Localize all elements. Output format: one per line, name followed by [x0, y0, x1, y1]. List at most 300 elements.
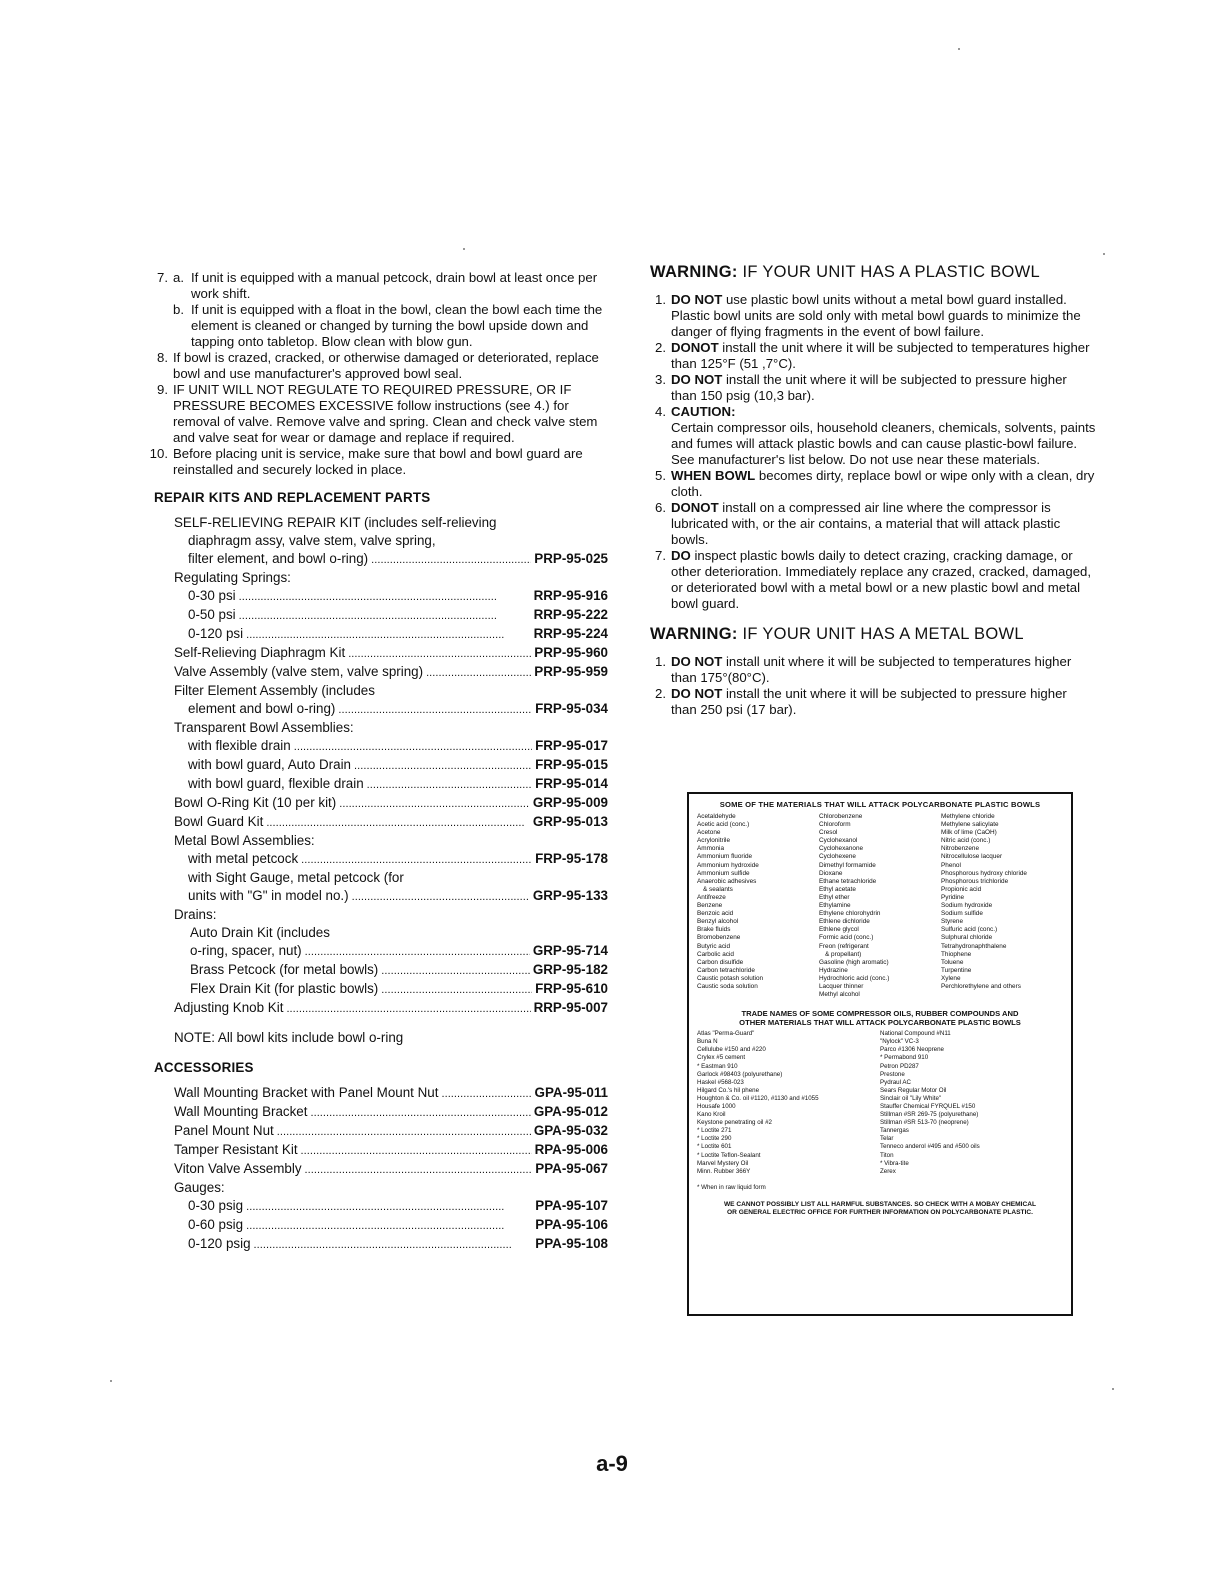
part-description: 0-30 psi — [188, 588, 236, 603]
part-row — [174, 794, 608, 813]
plastic-bowl-warning-list — [646, 292, 1096, 612]
part-description: units with "G" in model no.) — [188, 888, 349, 903]
sub-label: a. — [173, 270, 184, 285]
chemical-name: Antifreeze — [697, 893, 726, 901]
chemical-name: Caustic soda solution — [697, 982, 758, 990]
chemical-name: Cyclohexanone — [819, 845, 864, 853]
trade-name: Haskel #568-023 — [697, 1078, 744, 1086]
chemical-name: Styrene — [941, 918, 964, 926]
part-description: Wall Mounting Bracket — [174, 1104, 308, 1119]
chemical-name: Cyclohexanol — [819, 837, 858, 845]
dot-leader — [286, 999, 530, 1018]
chemical-name: Ethane tetrachloride — [819, 877, 877, 885]
part-number: PRP-95-025 — [534, 551, 608, 566]
part-row — [174, 999, 608, 1018]
maintenance-item-7 — [148, 270, 608, 350]
part-number: GPA-95-032 — [533, 1123, 608, 1138]
dot-leader — [354, 756, 532, 775]
part-description: Wall Mounting Bracket with Panel Mount Nut — [174, 1085, 439, 1100]
chemical-name: Turpentine — [941, 966, 972, 974]
chemical-name: Sodium sulfide — [941, 910, 983, 918]
maintenance-item-10 — [148, 446, 608, 478]
item-number: 8. — [157, 350, 168, 365]
trade-column-1 — [697, 1030, 880, 1176]
chemical-name: Caustic potash solution — [697, 974, 764, 982]
chemical-name: Methylene salicylate — [941, 821, 999, 829]
warning-text: install on a compressed air line where the compressor is lubricated with, or the air contains, a material that will attack plastic bowls. — [671, 500, 1061, 547]
chemical-name: Acetone — [697, 829, 721, 837]
warning-emphasis: DONOT — [671, 340, 719, 355]
part-number: GPA-95-011 — [534, 1085, 608, 1100]
part-description: filter element, and bowl o-ring) — [188, 551, 369, 566]
part-description: Brass Petcock (for metal bowls) — [190, 962, 379, 977]
warning-text: install the unit where it will be subjected to temperatures higher than 125°F (51 ,7°C). — [671, 340, 1090, 371]
trade-name: Minn. Rubber 366Y — [697, 1167, 751, 1175]
dot-leader — [441, 1084, 531, 1103]
part-subheading: with Sight Gauge, metal petcock (for — [188, 870, 404, 885]
trade-name: Stillman #SR 269-75 (polyurethane) — [880, 1111, 979, 1119]
plastic-bowl-warning-heading — [650, 264, 1096, 280]
part-description: Panel Mount Nut — [174, 1123, 274, 1138]
trade-name: Atlas "Perma-Guard" — [697, 1030, 755, 1038]
dot-leader — [277, 1122, 531, 1141]
chemical-name: Anaerobic adhesives — [697, 877, 757, 885]
chemical-name: Propionic acid — [941, 885, 982, 893]
trade-name: Pydraul AC — [880, 1078, 911, 1086]
warning-item — [646, 500, 1096, 548]
chemical-name: Perchlorethylene and others — [941, 982, 1021, 990]
part-description: 0-30 psig — [188, 1198, 244, 1213]
part-row — [174, 1084, 608, 1103]
part-number: RRP-95-007 — [533, 1000, 608, 1015]
trade-title-line: TRADE NAMES OF SOME COMPRESSOR OILS, RUBBER COMPOUNDS AND — [741, 1009, 1019, 1019]
part-row — [174, 1216, 608, 1235]
warning-text: use plastic bowl units without a metal bowl guard installed. Plastic bowl units are sold only with metal bowl guards to minimize the danger of flying fragments in the event of bowl failure. — [671, 292, 1081, 339]
right-column — [646, 264, 1096, 718]
footer-line: WE CANNOT POSSIBLY LIST ALL HARMFUL SUBSTANCES. SO CHECK WITH A MOBAY CHEMICAL — [723, 1200, 1037, 1208]
item-number: 1. — [655, 292, 666, 307]
trade-name: Marvel Mystery Oil — [697, 1159, 749, 1167]
part-number: GRP-95-013 — [532, 814, 608, 829]
part-subheading: Auto Drain Kit (includes — [190, 925, 330, 940]
warning-emphasis: WHEN BOWL — [671, 468, 756, 483]
trade-name: * Eastman 910 — [697, 1062, 738, 1070]
warning-item — [646, 468, 1096, 500]
trade-name: * Loctite Teflon-Sealant — [697, 1151, 761, 1159]
part-number: FRP-95-034 — [535, 701, 608, 716]
warning-title: IF YOUR UNIT HAS A METAL BOWL — [737, 625, 1024, 643]
chemical-name: Carbon tetrachloride — [697, 966, 755, 974]
warning-label: WARNING: — [650, 625, 738, 643]
trade-names-title — [697, 1009, 1063, 1027]
item-number: 7. — [655, 548, 666, 563]
part-row — [174, 980, 608, 999]
part-number: FRP-95-178 — [535, 851, 608, 866]
item-number: 3. — [655, 372, 666, 387]
item-number: 4. — [655, 404, 666, 419]
chemical-list — [697, 813, 1063, 999]
warning-text: inspect plastic bowls daily to detect crazing, cracking damage, or other deterioration. Immediately replace any crazed, cracked, damaged, or deteriorated bowl with a metal bowl or a new plastic bowl and metal bowl guard. — [671, 548, 1092, 611]
part-row — [174, 1235, 608, 1254]
part-subheading: Regulating Springs: — [174, 570, 291, 585]
part-number: GRP-95-009 — [532, 795, 608, 810]
maintenance-list — [148, 270, 608, 478]
trade-name: * Vibra-tite — [880, 1159, 909, 1167]
part-row — [174, 887, 608, 906]
warning-item — [646, 686, 1096, 718]
warning-text: install the unit where it will be subjected to pressure higher than 150 psig (10,3 bar). — [671, 372, 1067, 403]
item-text: IF UNIT WILL NOT REGULATE TO REQUIRED PRESSURE, OR IF PRESSURE BECOMES EXCESSIVE follow instructions (see 4.) for removal of valve. Remove valve and spring. Clean and check valve stem and valve seat for wear or damage and replace if required. — [173, 382, 598, 445]
scan-speck — [110, 1380, 112, 1382]
dot-leader — [246, 1216, 532, 1235]
chemical-name: Ethyl ether — [819, 893, 850, 901]
part-row — [174, 1197, 608, 1216]
chemical-name: Lacquer thinner — [819, 982, 864, 990]
dot-leader — [305, 1160, 533, 1179]
warning-emphasis: DO NOT — [671, 654, 723, 669]
materials-box-title: SOME OF THE MATERIALS THAT WILL ATTACK POLYCARBONATE PLASTIC BOWLS — [719, 800, 1041, 809]
chemical-name: Carbon disulfide — [697, 958, 744, 966]
part-number: RRP-95-224 — [533, 626, 608, 641]
trade-name: Stillman #SR 513-70 (neoprene) — [880, 1119, 969, 1127]
part-subheading: Filter Element Assembly (includes — [174, 683, 375, 698]
warning-emphasis: DO NOT — [671, 292, 723, 307]
warning-item — [646, 292, 1096, 340]
scan-speck — [1103, 253, 1105, 255]
metal-bowl-warning-list — [646, 654, 1096, 718]
dot-leader — [348, 644, 531, 663]
footer-line: OR GENERAL ELECTRIC OFFICE FOR FURTHER INFORMATION ON POLYCARBONATE PLASTIC. — [727, 1209, 1033, 1217]
part-number: PPA-95-067 — [535, 1161, 608, 1176]
part-description: 0-60 psig — [188, 1217, 244, 1232]
warning-item — [646, 654, 1096, 686]
chemical-name: Milk of lime (CaOH) — [941, 829, 997, 837]
chemical-name: Cyclohexene — [819, 853, 856, 861]
dot-leader — [339, 794, 530, 813]
chemical-name: Nitrocellulose lacquer — [941, 853, 1003, 861]
maintenance-item-9 — [148, 382, 608, 446]
part-description: o-ring, spacer, nut) — [190, 943, 302, 958]
part-number: FRP-95-014 — [535, 776, 608, 791]
warning-item — [646, 372, 1096, 404]
trade-name: * Permabond 910 — [880, 1054, 929, 1062]
part-row — [174, 850, 608, 869]
raw-liquid-note: * When in raw liquid form — [697, 1183, 766, 1191]
dot-leader — [266, 813, 530, 832]
chemical-name: Ammonium sulfide — [697, 869, 750, 877]
chemical-name: Hydrazine — [819, 966, 848, 974]
warning-title: IF YOUR UNIT HAS A PLASTIC BOWL — [737, 263, 1041, 281]
trade-name: Tenneco anderol #495 and #500 oils — [880, 1143, 980, 1151]
item-text: If bowl is crazed, cracked, or otherwise damaged or deteriorated, replace bowl and use manufacturer's approved bowl seal. — [173, 350, 599, 381]
part-row — [174, 663, 608, 682]
chemical-name: Ammonia — [697, 845, 724, 853]
chemical-column-2 — [819, 813, 941, 999]
dot-leader — [352, 887, 530, 906]
part-subheading: Drains: — [174, 907, 217, 922]
dot-leader — [381, 961, 530, 980]
part-number: GRP-95-714 — [532, 943, 608, 958]
part-description: Self-Relieving Diaphragm Kit — [174, 645, 346, 660]
chemical-name: Benzyl alcohol — [697, 918, 739, 926]
trade-name: Prestone — [880, 1070, 905, 1078]
chemical-name: Methyl alcohol — [819, 991, 860, 999]
chemical-name: Phenol — [941, 861, 961, 869]
chemical-name: & sealants — [703, 885, 733, 893]
chemical-name: Ethylene chlorohydrin — [819, 910, 881, 918]
maintenance-item-8 — [148, 350, 608, 382]
trade-name: "Nylock" VC-3 — [880, 1038, 919, 1046]
item-number: 1. — [655, 654, 666, 669]
chemical-name: Benzene — [697, 902, 723, 910]
part-description: 0-120 psi — [188, 626, 244, 641]
repair-parts-list — [174, 514, 608, 1018]
trade-name: Petron PD287 — [880, 1062, 919, 1070]
part-number: PPA-95-107 — [535, 1198, 608, 1213]
dot-leader — [246, 625, 530, 644]
chemical-name: Brake fluids — [697, 926, 731, 934]
part-number: GRP-95-182 — [532, 962, 608, 977]
warning-label: WARNING: — [650, 263, 738, 281]
chemical-name: Acrylonitrile — [697, 837, 731, 845]
chemical-name: Gasoline (high aromatic) — [819, 958, 889, 966]
trade-column-2 — [880, 1030, 1063, 1176]
scan-speck — [1112, 1388, 1114, 1390]
part-row — [174, 625, 608, 644]
chemical-name: Toluene — [941, 958, 964, 966]
accessories-heading: ACCESSORIES — [154, 1060, 254, 1075]
trade-name: Parco #1306 Neoprene — [880, 1046, 944, 1054]
part-description: Tamper Resistant Kit — [174, 1142, 298, 1157]
part-subheading: SELF-RELIEVING REPAIR KIT (includes self-relieving — [174, 515, 497, 530]
part-number: RRP-95-222 — [533, 607, 608, 622]
dot-leader — [310, 1103, 530, 1122]
chemical-name: Butyric acid — [697, 942, 731, 950]
part-row — [174, 550, 608, 569]
item-text: Before placing unit is service, make sure that bowl and bowl guard are reinstalled and securely locked in place. — [173, 446, 583, 477]
part-description: Flex Drain Kit (for plastic bowls) — [190, 981, 379, 996]
item-number: 7. — [157, 270, 168, 285]
chemical-name: Thiophene — [941, 950, 972, 958]
part-number: RPA-95-006 — [534, 1142, 608, 1157]
item-number: 2. — [655, 686, 666, 701]
part-number: GRP-95-133 — [532, 888, 608, 903]
part-row — [174, 756, 608, 775]
left-column — [148, 270, 608, 1254]
accessories-list — [174, 1084, 608, 1254]
part-subheading: Transparent Bowl Assemblies: — [174, 720, 354, 735]
sub-item-b — [173, 302, 608, 350]
chemical-name: Freon (refrigerant — [819, 942, 869, 950]
scan-speck — [463, 248, 465, 250]
part-description: with flexible drain — [188, 738, 291, 753]
part-number: PPA-95-108 — [535, 1236, 608, 1251]
dot-leader — [294, 737, 532, 756]
warning-item — [646, 340, 1096, 372]
dot-leader — [338, 700, 532, 719]
chemical-name: Dioxane — [819, 869, 843, 877]
warning-emphasis: DO — [671, 548, 691, 563]
chemical-name: Xylene — [941, 974, 961, 982]
trade-name: * Loctite 271 — [697, 1127, 732, 1135]
warning-text: install unit where it will be subjected to temperatures higher than 175°(80°C). — [671, 654, 1072, 685]
part-number: FRP-95-610 — [535, 981, 608, 996]
part-number: GPA-95-012 — [533, 1104, 608, 1119]
chemical-name: Nitrobenzene — [941, 845, 980, 853]
item-number: 2. — [655, 340, 666, 355]
part-description: with bowl guard, Auto Drain — [188, 757, 352, 772]
part-number: FRP-95-017 — [535, 738, 608, 753]
warning-text: becomes dirty, replace bowl or wipe only with a clean, dry cloth. — [671, 468, 1095, 499]
part-description: 0-120 psig — [188, 1236, 251, 1251]
dot-leader — [301, 1141, 532, 1160]
chemical-name: Carbolic acid — [697, 950, 734, 958]
part-description: Valve Assembly (valve stem, valve spring) — [174, 664, 424, 679]
trade-name: Cellulube #150 and #220 — [697, 1046, 766, 1054]
part-description: Adjusting Knob Kit — [174, 1000, 284, 1015]
part-row — [174, 1141, 608, 1160]
trade-name: * Loctite 601 — [697, 1143, 732, 1151]
sub-item-a — [173, 270, 608, 302]
chemical-name: Benzoic acid — [697, 910, 734, 918]
trade-name: Houghton & Co. oil #1120, #1130 and #1055 — [697, 1094, 819, 1102]
bowl-kit-note: NOTE: All bowl kits include bowl o-ring — [174, 1030, 404, 1045]
trade-name: Kano Kroil — [697, 1111, 726, 1119]
part-row — [174, 942, 608, 961]
chemical-name: Chlorobenzene — [819, 813, 863, 820]
chemical-name: Ammonium fluoride — [697, 853, 753, 861]
part-description: 0-50 psi — [188, 607, 236, 622]
part-number: PRP-95-960 — [534, 645, 608, 660]
warning-item — [646, 404, 1096, 420]
chemical-name: Ethylamine — [819, 902, 851, 910]
part-row — [174, 587, 608, 606]
warning-emphasis: DONOT — [671, 500, 719, 515]
part-number: PPA-95-106 — [535, 1217, 608, 1232]
page-number: a-9 — [596, 1451, 628, 1476]
part-row — [174, 961, 608, 980]
chemical-name: Bromobenzene — [697, 934, 741, 942]
trade-name: Zerex — [880, 1167, 896, 1175]
trade-names-list — [697, 1030, 1063, 1176]
dot-leader — [371, 550, 531, 569]
dot-leader — [305, 942, 530, 961]
chemical-name: Ethyl acetate — [819, 885, 856, 893]
chemical-name: Sodium hydroxide — [941, 902, 993, 910]
part-subheading: Metal Bowl Assemblies: — [174, 833, 315, 848]
chemical-name: Acetaldehyde — [697, 813, 736, 820]
dot-leader — [239, 587, 531, 606]
warning-emphasis: CAUTION: — [671, 404, 736, 419]
sub-text: If unit is equipped with a float in the bowl, clean the bowl each time the element is cleaned or changed by turning the bowl upside down and tapping onto tabletop. Blow clean with blow gun. — [191, 302, 603, 349]
dot-leader — [301, 850, 532, 869]
part-number: RRP-95-916 — [533, 588, 608, 603]
item-number: 9. — [157, 382, 168, 397]
part-row — [174, 813, 608, 832]
scan-speck — [958, 48, 960, 50]
chemical-name: Hydrochloric acid (conc.) — [819, 974, 890, 982]
part-row — [174, 737, 608, 756]
trade-name: Titon — [880, 1151, 894, 1159]
trade-name: Sinclair oil "Lily White" — [880, 1094, 942, 1102]
chemical-column-3 — [941, 813, 1063, 999]
part-row — [174, 775, 608, 794]
trade-name: Stauffer Chemical FYRQUEL #150 — [880, 1103, 976, 1110]
sub-text: If unit is equipped with a manual petcock, drain bowl at least once per work shift. — [191, 270, 598, 301]
dot-leader — [254, 1235, 533, 1254]
trade-name: Crylex #5 cement — [697, 1054, 746, 1062]
part-subheading: diaphragm assy, valve stem, valve spring, — [188, 533, 436, 548]
part-row — [174, 1122, 608, 1141]
materials-box-footer — [697, 1201, 1063, 1218]
dot-leader — [246, 1197, 532, 1216]
trade-name: Sears Regular Motor Oil — [880, 1086, 947, 1094]
warning-text: Certain compressor oils, household cleaners, chemicals, solvents, paints and fumes will attack plastic bowls and can cause plastic-bowl failure. See manufacturer's list below. Do not use near these materials. — [671, 420, 1096, 467]
warning-emphasis: DO NOT — [671, 372, 723, 387]
item-number: 5. — [655, 468, 666, 483]
trade-name: * Loctite 290 — [697, 1135, 732, 1143]
part-description: element and bowl o-ring) — [188, 701, 336, 716]
chemical-name: & propellant) — [825, 950, 862, 958]
part-row — [174, 700, 608, 719]
trade-name: National Compound #N11 — [880, 1030, 951, 1038]
trade-name: Tannergas — [880, 1127, 909, 1135]
chemical-name: Nitric acid (conc.) — [941, 837, 991, 845]
chemical-name: Cresol — [819, 829, 838, 837]
part-number: PRP-95-959 — [534, 664, 608, 679]
part-description: Bowl Guard Kit — [174, 814, 264, 829]
chemical-name: Tetrahydronaphthalene — [941, 942, 1007, 950]
chemical-name: Chloroform — [819, 821, 851, 829]
warning-item — [646, 548, 1096, 612]
dot-leader — [239, 606, 531, 625]
trade-name: Garlock #98403 (polyurethane) — [697, 1070, 783, 1078]
part-description: with metal petcock — [188, 851, 299, 866]
part-description: Viton Valve Assembly — [174, 1161, 302, 1176]
chemical-name: Ammonium hydroxide — [697, 861, 759, 869]
dot-leader — [367, 775, 532, 794]
warning-item — [646, 420, 1096, 468]
trade-title-line: OTHER MATERIALS THAT WILL ATTACK POLYCARBONATE PLASTIC BOWLS — [739, 1018, 1021, 1028]
trade-name: Hilgard Co.'s hil phene — [697, 1086, 760, 1094]
item-number: 6. — [655, 500, 666, 515]
trade-name: Telar — [880, 1135, 894, 1143]
part-description: Bowl O-Ring Kit (10 per kit) — [174, 795, 337, 810]
part-row — [174, 644, 608, 663]
chemical-name: Phosphorous hydroxy chloride — [941, 869, 1027, 877]
warning-emphasis: DO NOT — [671, 686, 723, 701]
metal-bowl-warning-heading — [650, 626, 1096, 642]
chemical-name: Ethlene dichloride — [819, 918, 870, 926]
part-row — [174, 606, 608, 625]
sub-label: b. — [173, 302, 184, 317]
trade-name: Keystone penetrating oil #2 — [697, 1119, 772, 1127]
chemical-name: Methylene chloride — [941, 813, 995, 820]
polycarbonate-materials-box — [687, 792, 1073, 1316]
part-row — [174, 1160, 608, 1179]
trade-name: Buna N — [697, 1038, 718, 1046]
dot-leader — [381, 980, 532, 999]
trade-name: Housafe 1000 — [697, 1103, 736, 1110]
dot-leader — [426, 663, 531, 682]
part-number: FRP-95-015 — [535, 757, 608, 772]
chemical-name: Ethlene glycol — [819, 926, 859, 934]
chemical-name: Acetic acid (conc.) — [697, 821, 750, 829]
part-description: with bowl guard, flexible drain — [188, 776, 364, 791]
item-number: 10. — [149, 446, 168, 461]
warning-text: install the unit where it will be subjected to pressure higher than 250 psi (17 bar). — [671, 686, 1067, 717]
chemical-name: Formic acid (conc.) — [819, 934, 874, 942]
